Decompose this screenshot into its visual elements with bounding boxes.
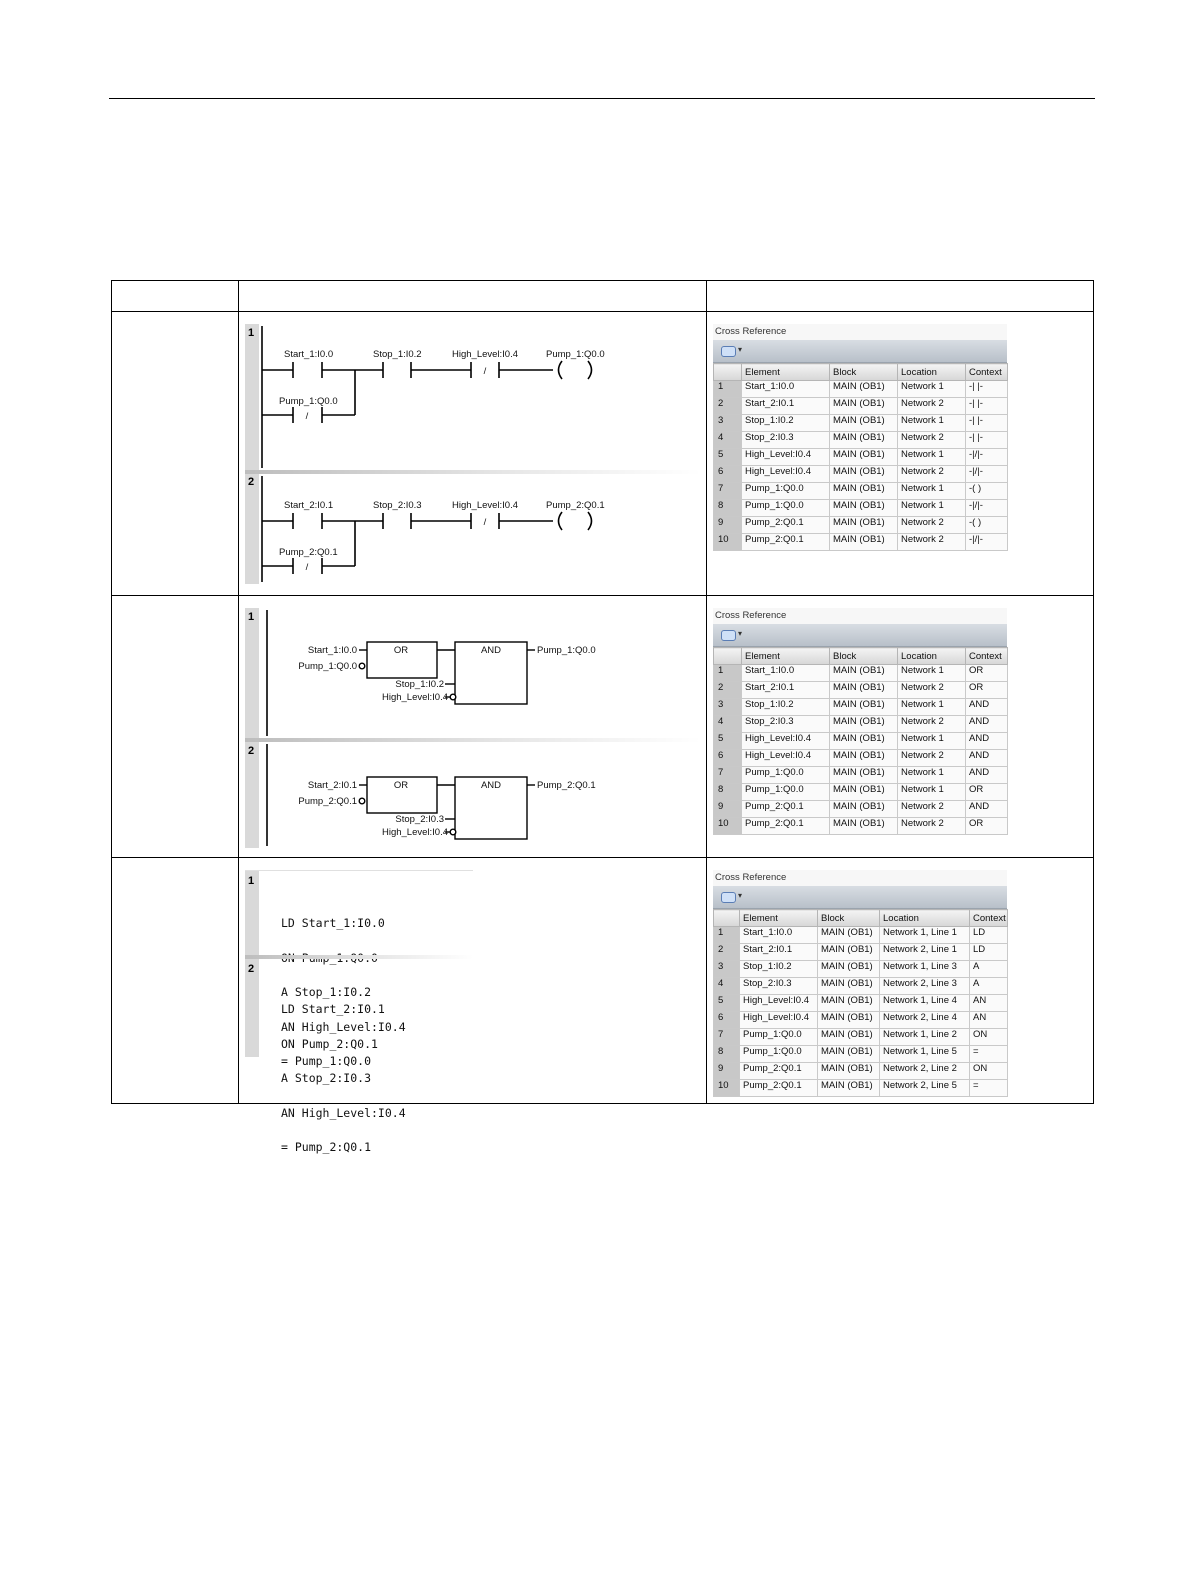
table-cell: Stop_2:I0.3 xyxy=(742,716,830,733)
stl-line: ON Pump_2:Q0.1 xyxy=(281,1036,378,1051)
table-row[interactable] xyxy=(714,1080,1008,1097)
ladder-diagram xyxy=(245,324,701,584)
fbd-input-pump: Pump_1:Q0.0 xyxy=(298,661,357,672)
table-cell: Pump_2:Q0.1 xyxy=(742,818,830,835)
table-cell: MAIN (OB1) xyxy=(830,466,898,483)
table-cell: OR xyxy=(966,818,1008,835)
stl-code-block xyxy=(281,981,406,1177)
table-cell: -| |- xyxy=(966,381,1008,398)
table-cell: A xyxy=(970,961,1008,978)
row-label-cell xyxy=(112,858,239,1104)
table-cell: 1 xyxy=(714,927,740,944)
table-cell: Pump_1:Q0.0 xyxy=(742,784,830,801)
network-separator xyxy=(245,955,473,959)
or-block-label: OR xyxy=(393,780,409,791)
table-cell: 10 xyxy=(714,534,742,551)
table-cell: MAIN (OB1) xyxy=(830,767,898,784)
stl-line: LD Start_1:I0.0 xyxy=(281,916,385,930)
table-cell: 1 xyxy=(714,665,742,682)
table-cell: MAIN (OB1) xyxy=(818,1029,880,1046)
latch-contact-label: Pump_2:Q0.1 xyxy=(279,547,338,558)
fbd-diagram xyxy=(245,608,701,848)
table-cell: Pump_1:Q0.0 xyxy=(742,500,830,517)
cross-reference-panel xyxy=(713,324,1007,551)
table-row[interactable] xyxy=(714,699,1008,716)
row-label-cell xyxy=(112,312,239,596)
fbd-editor xyxy=(245,608,701,848)
cross-reference-toolbar xyxy=(713,340,1007,363)
cross-reference-table xyxy=(713,363,1008,551)
comparison-table xyxy=(111,280,1094,1154)
table-cell: MAIN (OB1) xyxy=(830,818,898,835)
table-cell: 2 xyxy=(714,682,742,699)
table-header-row xyxy=(112,281,1094,312)
column-header[interactable]: Location xyxy=(898,648,966,665)
table-cell: MAIN (OB1) xyxy=(830,432,898,449)
neg-contact-symbol: / xyxy=(483,517,487,528)
fbd-input-start: Start_2:I0.1 xyxy=(307,780,357,791)
table-cell: MAIN (OB1) xyxy=(830,483,898,500)
cross-reference-title: Cross Reference xyxy=(713,324,1007,340)
table-cell: Network 2 xyxy=(898,432,966,449)
stl-line: AN High_Level:I0.4 xyxy=(281,1105,406,1120)
table-cell: -|/|- xyxy=(966,500,1008,517)
table-cell: AND xyxy=(966,801,1008,818)
table-cell: MAIN (OB1) xyxy=(818,995,880,1012)
neg-contact-symbol: / xyxy=(483,366,487,377)
and-block-label: AND xyxy=(480,780,502,791)
table-cell: Pump_1:Q0.0 xyxy=(740,1029,818,1046)
table-row[interactable] xyxy=(714,1012,1008,1029)
table-cell: 9 xyxy=(714,517,742,534)
table-cell: Network 2 xyxy=(898,818,966,835)
table-cell: Stop_1:I0.2 xyxy=(740,961,818,978)
table-header-row xyxy=(714,910,1008,927)
table-cell: Network 1, Line 5 xyxy=(880,1046,970,1063)
fbd-input-pump: Pump_2:Q0.1 xyxy=(298,796,357,807)
table-cell: 1 xyxy=(714,381,742,398)
table-row[interactable] xyxy=(714,784,1008,801)
table-row[interactable] xyxy=(714,398,1008,415)
table-cell: MAIN (OB1) xyxy=(830,381,898,398)
table-cell: -|/|- xyxy=(966,534,1008,551)
and-block-label: AND xyxy=(480,645,502,656)
column-header[interactable]: Context xyxy=(966,648,1008,665)
table-cell: 3 xyxy=(714,415,742,432)
network-number: 1 xyxy=(248,327,255,339)
stl-editor xyxy=(245,870,473,1154)
or-block-label: OR xyxy=(393,645,409,656)
cross-reference-panel xyxy=(713,608,1007,835)
stl-line: A Stop_2:I0.3 xyxy=(281,1071,372,1085)
table-cell: 8 xyxy=(714,1046,740,1063)
table-cell: Network 1 xyxy=(898,449,966,466)
table-cell: 2 xyxy=(714,944,740,961)
coil-label: Pump_2:Q0.1 xyxy=(546,500,605,511)
stl-line: = Pump_2:Q0.1 xyxy=(281,1140,372,1154)
header-cell-crossref xyxy=(707,281,1094,312)
table-row[interactable] xyxy=(714,767,1008,784)
fbd-output: Pump_1:Q0.0 xyxy=(537,645,596,656)
table-row[interactable] xyxy=(714,818,1008,835)
table-cell: Network 2, Line 5 xyxy=(880,1080,970,1097)
table-cell: High_Level:I0.4 xyxy=(742,733,830,750)
contact-label-start: Start_2:I0.1 xyxy=(284,500,334,511)
contact-label-high-level: High_Level:I0.4 xyxy=(452,349,519,360)
table-row[interactable] xyxy=(714,1029,1008,1046)
stl-program-cell xyxy=(239,858,707,1154)
column-header[interactable]: Block xyxy=(818,910,880,927)
fbd-network-2 xyxy=(298,777,595,839)
table-cell: MAIN (OB1) xyxy=(830,398,898,415)
table-cell: MAIN (OB1) xyxy=(830,517,898,534)
table-cell: = xyxy=(970,1046,1008,1063)
table-cell: -| |- xyxy=(966,415,1008,432)
table-cell: 7 xyxy=(714,483,742,500)
table-cell: 6 xyxy=(714,1012,740,1029)
ladder-editor xyxy=(245,324,701,584)
table-cell: MAIN (OB1) xyxy=(818,1080,880,1097)
table-cell: Network 1 xyxy=(898,767,966,784)
table-cell: -( ) xyxy=(966,483,1008,500)
ladder-rung-2 xyxy=(262,500,605,574)
table-cell: A xyxy=(970,978,1008,995)
fbd-output: Pump_2:Q0.1 xyxy=(537,780,596,791)
table-cell: MAIN (OB1) xyxy=(830,682,898,699)
table-cell: Start_2:I0.1 xyxy=(742,682,830,699)
table-cell: AN xyxy=(970,995,1008,1012)
table-cell: -|/|- xyxy=(966,449,1008,466)
table-cell: Network 1, Line 4 xyxy=(880,995,970,1012)
table-cell: High_Level:I0.4 xyxy=(740,995,818,1012)
filter-icon[interactable] xyxy=(721,346,736,357)
table-row-stl xyxy=(112,858,1094,1104)
ladder-rung-1 xyxy=(262,349,605,423)
fbd-program-cell xyxy=(239,596,707,858)
table-cell: Network 1 xyxy=(898,733,966,750)
table-cell: -| |- xyxy=(966,398,1008,415)
table-cell: MAIN (OB1) xyxy=(818,1063,880,1080)
cross-reference-table xyxy=(713,909,1008,1097)
contact-label-start: Start_1:I0.0 xyxy=(284,349,334,360)
table-cell: -( ) xyxy=(966,517,1008,534)
table-cell: Network 1 xyxy=(898,784,966,801)
table-row[interactable] xyxy=(714,733,1008,750)
table-cell: 6 xyxy=(714,466,742,483)
table-cell: = xyxy=(970,1080,1008,1097)
fbd-input-stop: Stop_2:I0.3 xyxy=(395,814,444,825)
row-label-cell xyxy=(112,596,239,858)
table-cell: Network 2, Line 4 xyxy=(880,1012,970,1029)
table-cell: -|/|- xyxy=(966,466,1008,483)
table-cell: Stop_1:I0.2 xyxy=(742,415,830,432)
table-cell: MAIN (OB1) xyxy=(818,944,880,961)
table-cell: Start_1:I0.0 xyxy=(740,927,818,944)
table-cell: Pump_1:Q0.0 xyxy=(740,1046,818,1063)
table-cell: MAIN (OB1) xyxy=(830,750,898,767)
table-cell: 4 xyxy=(714,716,742,733)
table-cell: 5 xyxy=(714,995,740,1012)
table-row[interactable] xyxy=(714,415,1008,432)
table-cell: Pump_2:Q0.1 xyxy=(740,1063,818,1080)
table-row-fbd xyxy=(112,596,1094,858)
table-cell: 4 xyxy=(714,432,742,449)
cross-reference-toolbar xyxy=(713,886,1007,909)
table-row[interactable] xyxy=(714,466,1008,483)
header-cell-program xyxy=(239,281,707,312)
table-cell: Network 1, Line 1 xyxy=(880,927,970,944)
table-cell: Network 2 xyxy=(898,398,966,415)
table-header-row xyxy=(714,648,1008,665)
filter-icon[interactable] xyxy=(721,630,736,641)
table-cell: 5 xyxy=(714,733,742,750)
table-row[interactable] xyxy=(714,927,1008,944)
table-cell: MAIN (OB1) xyxy=(830,665,898,682)
table-cell: 7 xyxy=(714,1029,740,1046)
column-header[interactable]: Context xyxy=(970,910,1008,927)
header-cell-language xyxy=(112,281,239,312)
table-cell: Network 1, Line 2 xyxy=(880,1029,970,1046)
table-row[interactable] xyxy=(714,483,1008,500)
table-cell: Pump_1:Q0.0 xyxy=(742,483,830,500)
table-cell: AN xyxy=(970,1012,1008,1029)
chevron-down-icon[interactable]: ▾ xyxy=(738,891,743,900)
chevron-down-icon[interactable]: ▾ xyxy=(738,629,743,638)
table-row[interactable] xyxy=(714,449,1008,466)
table-cell: High_Level:I0.4 xyxy=(742,750,830,767)
table-cell: AND xyxy=(966,767,1008,784)
table-cell: Start_2:I0.1 xyxy=(742,398,830,415)
fbd-network-1 xyxy=(298,642,595,704)
table-cell: High_Level:I0.4 xyxy=(742,466,830,483)
table-cell: Network 2 xyxy=(898,517,966,534)
table-cell: 2 xyxy=(714,398,742,415)
column-header[interactable]: Location xyxy=(898,364,966,381)
table-cell: -| |- xyxy=(966,432,1008,449)
table-cell: OR xyxy=(966,665,1008,682)
column-header[interactable]: Location xyxy=(880,910,970,927)
contact-label-stop: Stop_2:I0.3 xyxy=(373,500,422,511)
stl-line: AN High_Level:I0.4 xyxy=(281,1019,406,1034)
column-header[interactable]: Element xyxy=(742,364,830,381)
header-rule xyxy=(109,98,1095,99)
table-row[interactable] xyxy=(714,944,1008,961)
table-cell: Network 2, Line 3 xyxy=(880,978,970,995)
table-row[interactable] xyxy=(714,995,1008,1012)
contact-label-high-level: High_Level:I0.4 xyxy=(452,500,519,511)
table-cell: 10 xyxy=(714,818,742,835)
table-cell: AND xyxy=(966,716,1008,733)
table-row[interactable] xyxy=(714,682,1008,699)
column-header[interactable]: Element xyxy=(742,648,830,665)
network-number: 2 xyxy=(248,745,255,757)
table-row[interactable] xyxy=(714,517,1008,534)
table-cell: MAIN (OB1) xyxy=(818,961,880,978)
table-cell: Pump_1:Q0.0 xyxy=(742,767,830,784)
table-cell: 10 xyxy=(714,1080,740,1097)
table-cell: ON xyxy=(970,1063,1008,1080)
table-cell: MAIN (OB1) xyxy=(818,978,880,995)
table-cell: Stop_2:I0.3 xyxy=(742,432,830,449)
table-row[interactable] xyxy=(714,961,1008,978)
network-number: 1 xyxy=(248,611,255,623)
table-cell: Network 2 xyxy=(898,682,966,699)
table-cell: Pump_2:Q0.1 xyxy=(740,1080,818,1097)
table-cell: MAIN (OB1) xyxy=(830,784,898,801)
network-number: 1 xyxy=(248,875,255,887)
column-header[interactable] xyxy=(714,364,742,381)
fbd-crossref-cell xyxy=(707,596,1094,858)
table-cell: MAIN (OB1) xyxy=(830,733,898,750)
column-header[interactable]: Element xyxy=(740,910,818,927)
table-cell: 9 xyxy=(714,801,742,818)
table-cell: MAIN (OB1) xyxy=(830,415,898,432)
fbd-input-stop: Stop_1:I0.2 xyxy=(395,679,444,690)
column-header[interactable]: Block xyxy=(830,364,898,381)
table-cell: 7 xyxy=(714,767,742,784)
fbd-input-start: Start_1:I0.0 xyxy=(307,645,357,656)
ladder-program-cell xyxy=(239,312,707,596)
table-cell: Network 1, Line 3 xyxy=(880,961,970,978)
contact-label-stop: Stop_1:I0.2 xyxy=(373,349,422,360)
table-cell: Pump_2:Q0.1 xyxy=(742,534,830,551)
table-cell: MAIN (OB1) xyxy=(818,1046,880,1063)
table-cell: MAIN (OB1) xyxy=(830,699,898,716)
table-cell: MAIN (OB1) xyxy=(830,500,898,517)
table-cell: 9 xyxy=(714,1063,740,1080)
table-cell: Network 1 xyxy=(898,415,966,432)
table-row[interactable] xyxy=(714,381,1008,398)
table-cell: OR xyxy=(966,784,1008,801)
cross-reference-toolbar xyxy=(713,624,1007,647)
table-row[interactable] xyxy=(714,750,1008,767)
table-cell: 8 xyxy=(714,784,742,801)
neg-contact-symbol: / xyxy=(305,562,309,573)
table-cell: Network 2 xyxy=(898,750,966,767)
stl-crossref-cell xyxy=(707,858,1094,1104)
table-cell: Network 2 xyxy=(898,534,966,551)
table-cell: Network 2, Line 2 xyxy=(880,1063,970,1080)
network-number: 2 xyxy=(248,963,255,975)
table-row[interactable] xyxy=(714,534,1008,551)
table-header-row xyxy=(714,364,1008,381)
table-row[interactable] xyxy=(714,432,1008,449)
column-header[interactable] xyxy=(714,910,740,927)
ladder-crossref-cell xyxy=(707,312,1094,596)
table-cell: Network 1 xyxy=(898,665,966,682)
stl-line: A Stop_1:I0.2 xyxy=(281,985,372,999)
table-row[interactable] xyxy=(714,500,1008,517)
table-cell: MAIN (OB1) xyxy=(830,534,898,551)
table-cell: AND xyxy=(966,750,1008,767)
table-cell: 5 xyxy=(714,449,742,466)
fbd-input-high-level: High_Level:I0.4 xyxy=(381,827,448,838)
cross-reference-table xyxy=(713,647,1008,835)
table-cell: Start_1:I0.0 xyxy=(742,665,830,682)
neg-contact-symbol: / xyxy=(305,411,309,422)
stl-line: LD Start_2:I0.1 xyxy=(281,1002,385,1016)
table-cell: LD xyxy=(970,927,1008,944)
table-cell: Pump_2:Q0.1 xyxy=(742,801,830,818)
table-cell: Start_2:I0.1 xyxy=(740,944,818,961)
table-cell: MAIN (OB1) xyxy=(830,716,898,733)
stl-line: = Pump_1:Q0.0 xyxy=(281,1054,372,1068)
column-header[interactable] xyxy=(714,648,742,665)
table-cell: Network 1 xyxy=(898,483,966,500)
table-cell: 4 xyxy=(714,978,740,995)
table-row[interactable] xyxy=(714,716,1008,733)
cross-reference-title: Cross Reference xyxy=(713,870,1007,886)
table-cell: High_Level:I0.4 xyxy=(742,449,830,466)
cross-reference-panel xyxy=(713,870,1007,1097)
table-cell: MAIN (OB1) xyxy=(830,801,898,818)
table-cell: MAIN (OB1) xyxy=(818,927,880,944)
table-cell: ON xyxy=(970,1029,1008,1046)
table-cell: MAIN (OB1) xyxy=(830,449,898,466)
table-cell: Network 1 xyxy=(898,699,966,716)
table-cell: Network 2 xyxy=(898,716,966,733)
table-cell: MAIN (OB1) xyxy=(818,1012,880,1029)
table-row[interactable] xyxy=(714,978,1008,995)
table-row-ladder xyxy=(112,312,1094,596)
table-row[interactable] xyxy=(714,665,1008,682)
column-header[interactable]: Context xyxy=(966,364,1008,381)
table-row[interactable] xyxy=(714,1063,1008,1080)
table-cell: LD xyxy=(970,944,1008,961)
fbd-input-high-level: High_Level:I0.4 xyxy=(381,692,448,703)
table-row[interactable] xyxy=(714,1046,1008,1063)
table-cell: Network 1 xyxy=(898,500,966,517)
table-cell: OR xyxy=(966,682,1008,699)
table-cell: 3 xyxy=(714,961,740,978)
table-cell: 3 xyxy=(714,699,742,716)
table-cell: AND xyxy=(966,699,1008,716)
table-row[interactable] xyxy=(714,801,1008,818)
table-cell: Network 2 xyxy=(898,801,966,818)
table-cell: High_Level:I0.4 xyxy=(740,1012,818,1029)
coil-label: Pump_1:Q0.0 xyxy=(546,349,605,360)
table-cell: Network 2, Line 1 xyxy=(880,944,970,961)
table-cell: Start_1:I0.0 xyxy=(742,381,830,398)
table-cell: Pump_2:Q0.1 xyxy=(742,517,830,534)
network-number: 2 xyxy=(248,476,255,488)
table-cell: Stop_1:I0.2 xyxy=(742,699,830,716)
cross-reference-title: Cross Reference xyxy=(713,608,1007,624)
table-cell: 6 xyxy=(714,750,742,767)
table-cell: Stop_2:I0.3 xyxy=(740,978,818,995)
filter-icon[interactable] xyxy=(721,892,736,903)
table-cell: Network 2 xyxy=(898,466,966,483)
latch-contact-label: Pump_1:Q0.0 xyxy=(279,396,338,407)
table-cell: AND xyxy=(966,733,1008,750)
column-header[interactable]: Block xyxy=(830,648,898,665)
chevron-down-icon[interactable]: ▾ xyxy=(738,345,743,354)
table-cell: Network 1 xyxy=(898,381,966,398)
table-cell: 8 xyxy=(714,500,742,517)
